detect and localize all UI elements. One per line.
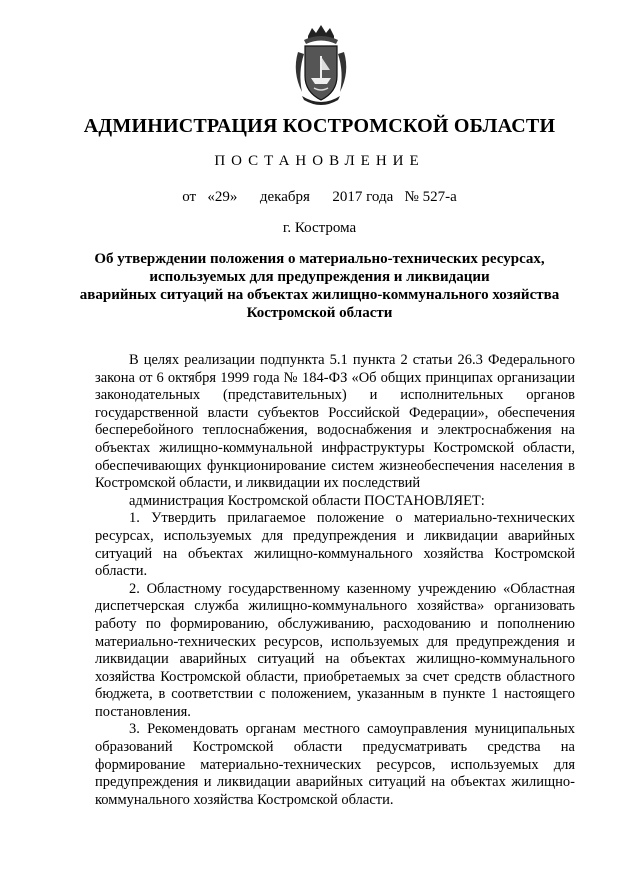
- document-type: ПОСТАНОВЛЕНИЕ: [214, 153, 425, 169]
- date-year: 2017 года: [332, 189, 394, 205]
- title-line: Костромской области: [246, 305, 393, 321]
- title-line: используемых для предупреждения и ликвидации: [149, 269, 490, 285]
- date-prefix: от: [182, 189, 197, 205]
- body-paragraph: администрация Костромской области ПОСТАНОВЛЯЕТ:: [129, 492, 485, 509]
- body-paragraph: В целях реализации подпункта 5.1 пункта 2 статьи 26.3 Федерального закона от 6 октября 1999 года № 184-ФЗ «Об общих принципах организации законодательных (представительных) и исполнительных органов государственной власти субъектов Российской Федерации», обеспечения бесперебойного теплоснабжения, водоснабжения и электроснабжения на объектах жилищно-коммунальной инфраструктуры Костромской области, обеспечивающих функционирование систем жизнеобеспечения населения в Костромской области, и ликвидации их последствий: [95, 352, 575, 492]
- document-title: [60, 250, 579, 322]
- document-date-line: [0, 188, 639, 206]
- date-month: декабря: [259, 189, 310, 205]
- document-city: г. Кострома: [282, 220, 357, 236]
- date-day: «29»: [207, 189, 238, 205]
- title-line: Об утверждении положения о материально-технических ресурсах,: [94, 251, 545, 267]
- body-paragraph: 2. Областному государственному казенному учреждению «Областная диспетчерская служба жилищно-коммунального хозяйства» организовать работу по формированию, обслуживанию, расходованию и пополнению материально-технических ресурсов, используемых для предупреждения и ликвидации аварийных ситуаций на объектах жилищно-коммунального хозяйства Костромской области, приобретаемых за счет средств областного бюджета, в соответствии с положением, указанным в пункте 1 настоящего постановления.: [95, 580, 575, 720]
- title-line: аварийных ситуаций на объектах жилищно-коммунального хозяйства: [79, 287, 560, 303]
- document-body: [95, 352, 575, 809]
- document-number: № 527-а: [404, 189, 457, 205]
- body-paragraph: 1. Утвердить прилагаемое положение о материально-технических ресурсах, используемых для предупреждения и ликвидации аварийных ситуаций на объектах жилищно-коммунального хозяйства Костромской области.: [95, 510, 575, 580]
- coat-of-arms-icon: [288, 22, 354, 108]
- organization-name: АДМИНИСТРАЦИЯ КОСТРОМСКОЙ ОБЛАСТИ: [83, 115, 556, 137]
- body-paragraph: 3. Рекомендовать органам местного самоуправления муниципальных образований Костромской области предусматривать средства на формирование материально-технических ресурсов, используемых для предупреждения и ликвидации аварийных ситуаций на объектах жилищно-коммунального хозяйства Костромской области.: [95, 721, 575, 808]
